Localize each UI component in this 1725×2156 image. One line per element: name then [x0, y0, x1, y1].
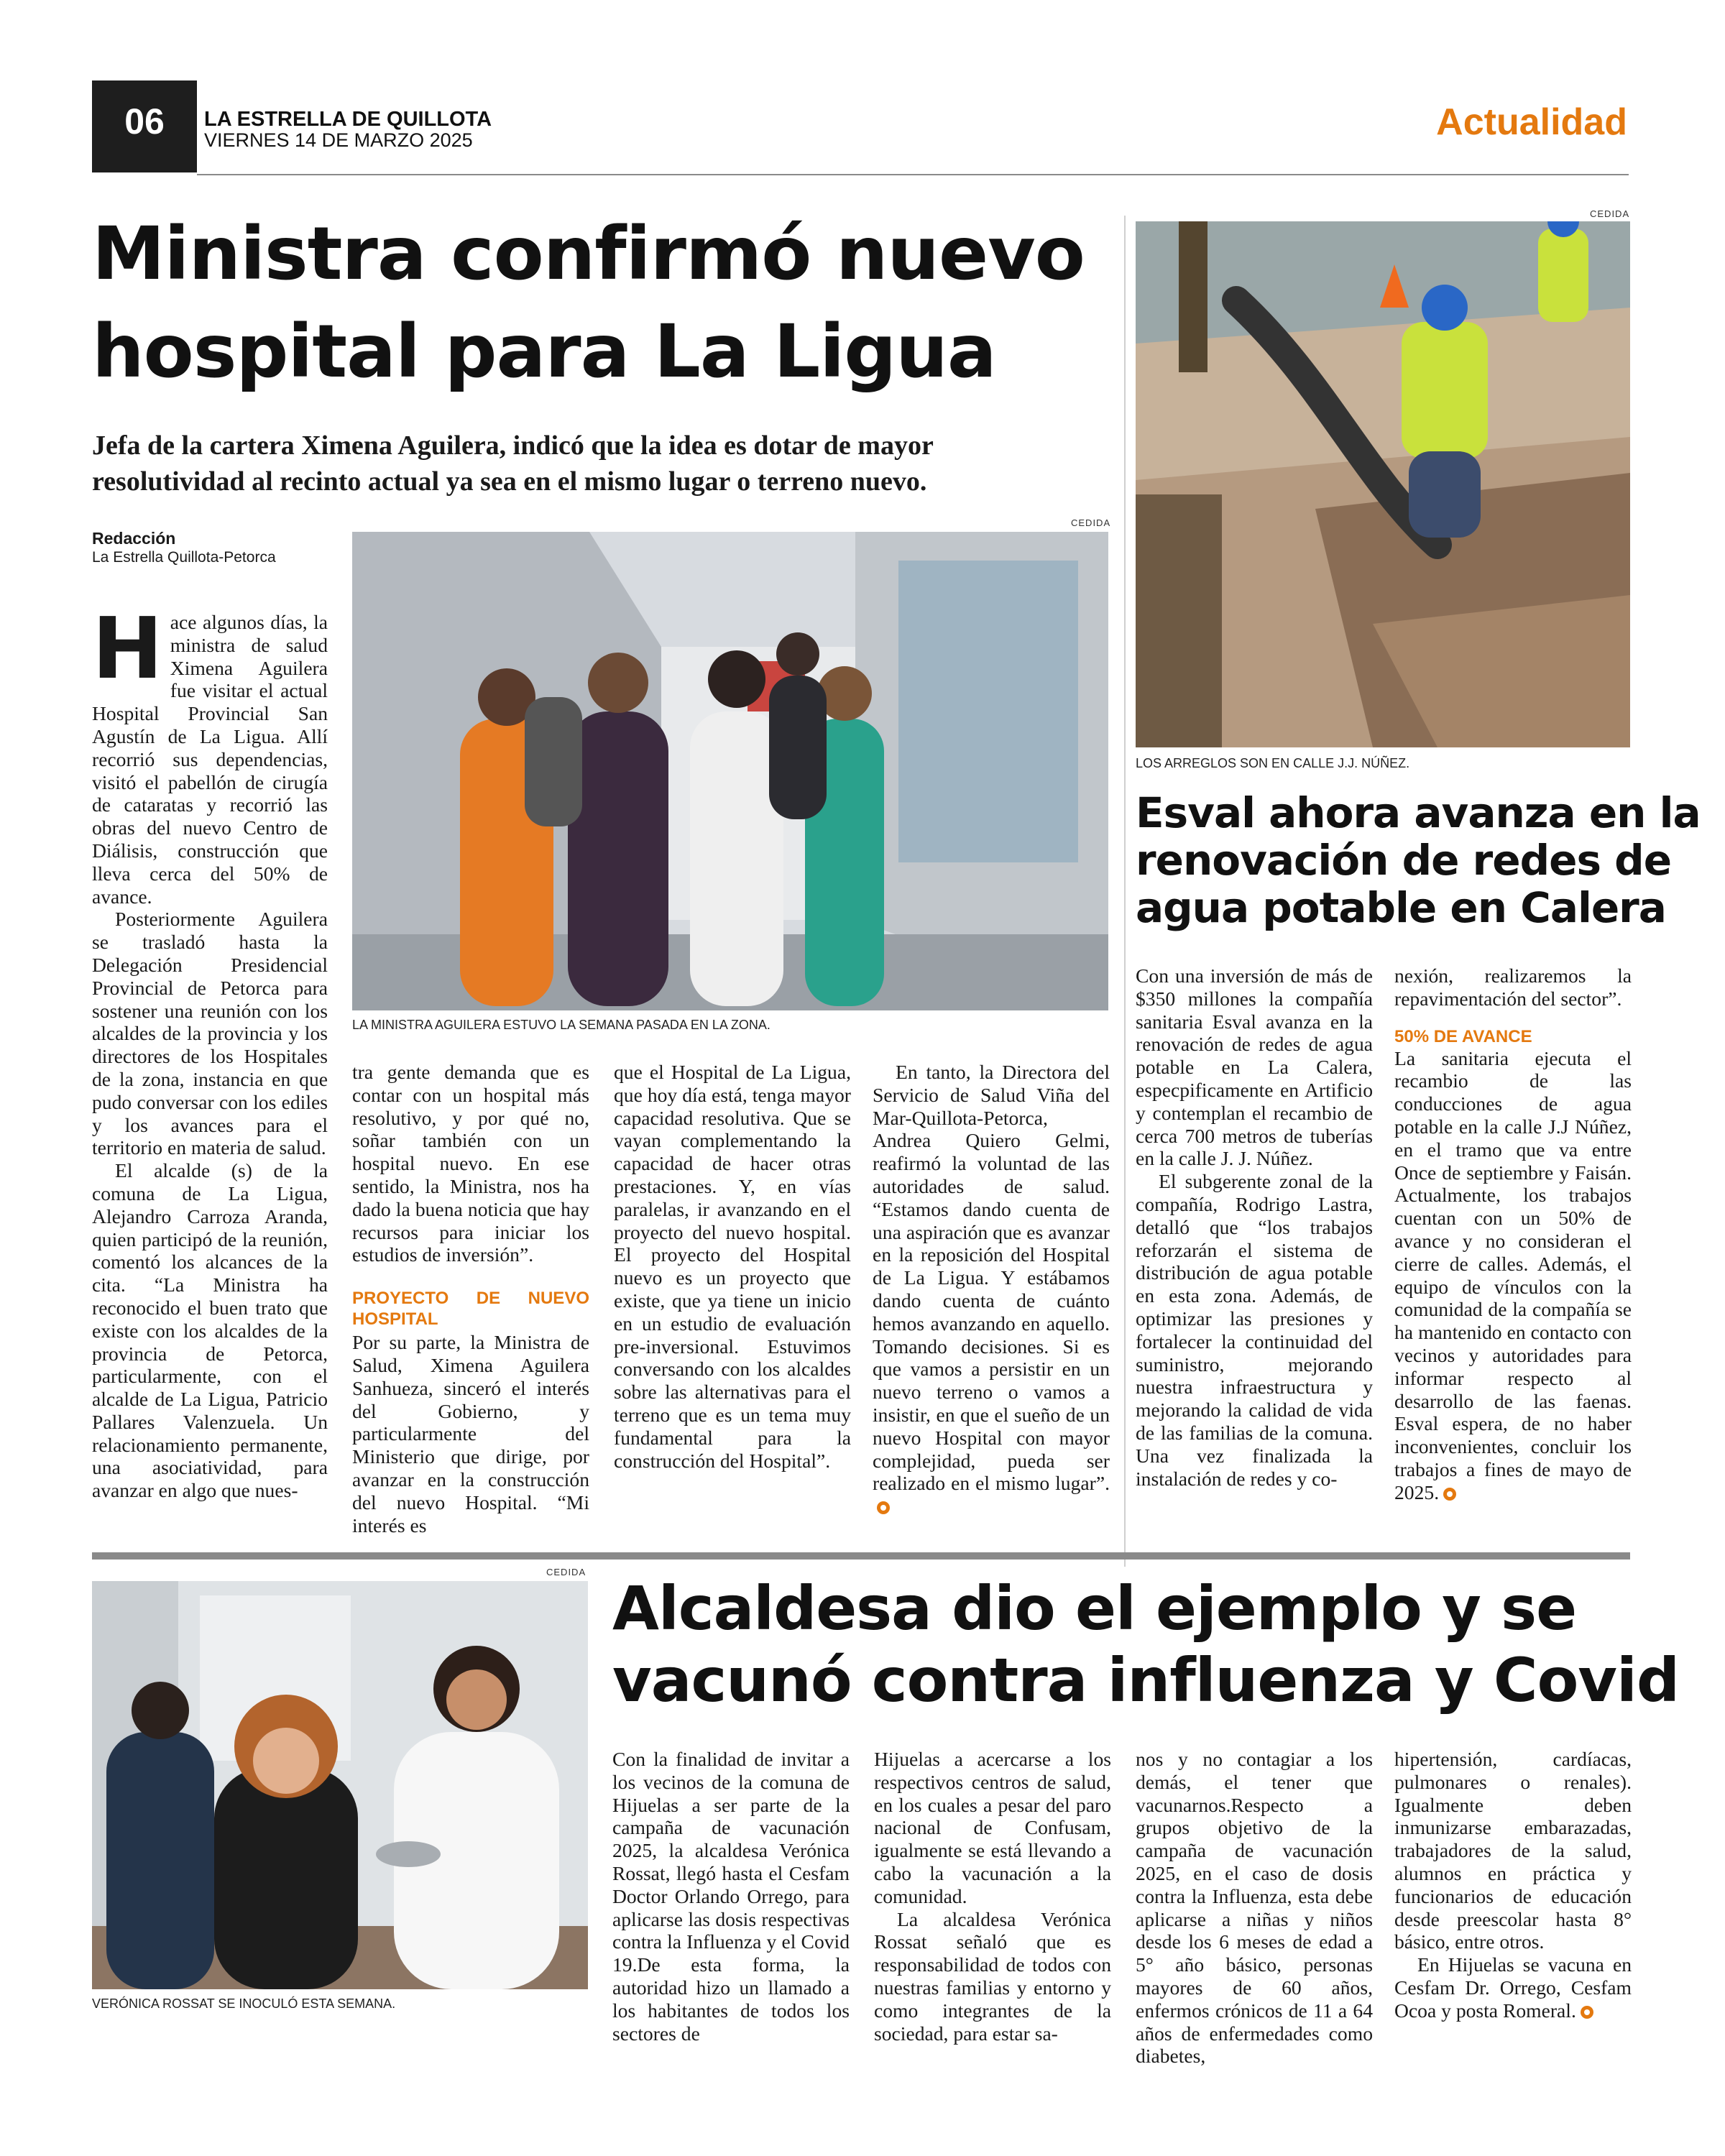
article1-deck-line2: resolutividad al recinto actual ya sea en el mismo lugar o terreno nuevo.	[92, 466, 927, 497]
paragraph-text: La sanitaria ejecuta el recambio de las conducciones de agua potable en la calle J.J Núñez, en el tramo que va entre Once de septiembre y Faisán. Actualmente, los trabajos cuentan con un 50% de avance y no consideran el cierre de calles. Además, el equipo de vínculos con la comunidad de la compañía se ha mantenido en contacto con vecinos y autoridades para informar respecto al desarrollo de las faenas. Esval espera, de no haber inconvenientes, concluir los trabajos a fines de mayo de 2025.	[1394, 1046, 1632, 1503]
article3-column-2	[874, 1748, 1111, 2045]
paragraph: Con la finalidad de invitar a los vecinos de la comuna de Hijuelas a ser parte de la campaña de vacunación 2025, la alcaldesa Verónica Rossat, llegó hasta el Cesfam Doctor Orlando Orrego, para aplicarse las dosis respectivas contra la Influenza y el Covid 19.De esta forma, la autoridad hizo un llamado a los habitantes de todos los sectores de	[612, 1748, 850, 2045]
article2-photo	[1136, 221, 1630, 747]
paragraph: ace algunos días, la ministra de salud Ximena Aguilera fue visitar el actual Hospital Provincial San Agustín de La Ligua. Allí recorrió sus dependencias, visitó el pabellón de cirugía de cataratas y recorrió las obras del nuevo Centro de Diálisis, construcción que lleva cerca del 50% de avance.	[92, 611, 328, 908]
article3-column-3	[1136, 1748, 1373, 2068]
newspaper-name: LA ESTRELLA DE QUILLOTA	[204, 108, 492, 131]
article1-photo	[352, 532, 1108, 1010]
article1-column-3	[614, 1061, 851, 1472]
article2-photo-credit: CEDIDA	[1590, 208, 1630, 219]
paragraph: tra gente demanda que es contar con un hospital más resolutivo, y por qué no, soñar también con un hospital nuevo. En ese sentido, la Ministra, nos ha dado la buena noticia que hay recursos para iniciar los estudios de inversión”.	[352, 1061, 589, 1266]
article3-headline-line2: vacunó contra influenza y Covid	[612, 1645, 1679, 1715]
paragraph-text: En tanto, la Directora del Servicio de Salud Viña del Mar-Quillota-Petorca, Andrea Quiero Gelmi, reafirmó la voluntad de las autoridades de salud. “Estamos dando cuenta de una aspiración que es avanzar en la reposición del Hospital de La Ligua. Y estábamos dando cuenta de cuánto hemos avanzando en aquello. Tomando decisiones. Si es que vamos a persistir en un nuevo terreno o vamos a insistir, en que el sueño de un nuevo Hospital con mayor complejidad, pueda ser realizado en el mismo lugar”.	[873, 1061, 1110, 1495]
paragraph	[873, 1061, 1110, 1518]
paragraph: Hijuelas a acercarse a los respectivos centros de salud, en los cuales a pesar del paro nacional de Confusam, igualmente se está llevando a cabo la vacunación a la comunidad.	[874, 1748, 1111, 1907]
article1-column-1	[92, 599, 328, 1502]
page-number: 06	[124, 101, 165, 142]
byline-name: Redacción	[92, 529, 176, 548]
paragraph	[1394, 1047, 1632, 1504]
section-label: Actualidad	[1436, 101, 1627, 143]
paragraph: hipertensión, cardíacas, pulmonares o renales). Igualmente deben inmunizarse embarazadas, trabajadores de la salud, alumnos en práctica y funcionarios de educación desde preescolar hasta 8° básico, entre otros.	[1394, 1748, 1632, 1953]
article1-deck-line1: Jefa de la cartera Ximena Aguilera, indicó que la idea es dotar de mayor	[92, 430, 934, 461]
article1-subhead: PROYECTO DE NUEVO HOSPITAL	[352, 1289, 589, 1330]
article3-photo	[92, 1581, 588, 1989]
article3-column-4	[1394, 1748, 1632, 2022]
article3-photo-caption: VERÓNICA ROSSAT SE INOCULÓ ESTA SEMANA.	[92, 1996, 396, 2011]
column-rule	[1124, 216, 1126, 1567]
pipe-works-image	[1136, 221, 1630, 747]
paragraph	[1394, 1953, 1632, 2022]
article3-headline-line1: Alcaldesa dio el ejemplo y se	[612, 1573, 1577, 1644]
paragraph: nexión, realizaremos la repavimentación del sector”.	[1394, 964, 1632, 1010]
issue-date: VIERNES 14 DE MARZO 2025	[204, 129, 473, 151]
paragraph-text: En Hijuelas se vacuna en Cesfam Dr. Orrego, Cesfam Ocoa y posta Romeral.	[1394, 1953, 1632, 2022]
article2-column-1	[1136, 964, 1373, 1490]
article1-photo-caption: LA MINISTRA AGUILERA ESTUVO LA SEMANA PASADA EN LA ZONA.	[352, 1018, 770, 1032]
end-mark-icon	[877, 1501, 890, 1514]
paragraph: Con una inversión de más de $350 millones la compañía sanitaria Esval avanza en la renovación de redes de agua potable en La Calera, especpificamente en Artificio y contemplan el recambio de cerca 700 metros de tuberías en la calle J. J. Núñez.	[1136, 964, 1373, 1170]
article1-headline-line2: hospital para La Ligua	[92, 309, 996, 395]
vaccination-image	[92, 1581, 588, 1989]
header-rule	[197, 174, 1629, 175]
drop-cap: H	[92, 599, 163, 698]
paragraph: que el Hospital de La Ligua, que hoy día está, tenga mayor capacidad resolutiva. Que se vayan complementando la capacidad de hacer otras prestaciones. Y, en vías paralelas, ir avanzando en el proyecto del nuevo hospital. El proyecto del Hospital nuevo es un proyecto que existe, que ya tiene un inicio en un estudio de evaluación pre-inversional. Estuvimos conversando con los alcaldes sobre las alternativas para el terreno que es un tema muy fundamental para la construcción del Hospital”.	[614, 1061, 851, 1472]
paragraph: La alcaldesa Verónica Rossat señaló que es responsabilidad de todos con nuestras familias y entorno y como integrantes de la sociedad, para estar sa-	[874, 1907, 1111, 2045]
article2-photo-caption: LOS ARREGLOS SON EN CALLE J.J. NÚÑEZ.	[1136, 756, 1410, 770]
section-divider	[92, 1552, 1630, 1560]
paragraph: El subgerente zonal de la compañía, Rodrigo Lastra, detalló que “los trabajos reforzarán el sistema de distribución de agua potable en esta zona. Además, de optimizar las presiones y fortalecer la continuidad del suministro, mejorando nuestra infraestructura y mejorando la calidad de vida de las familias de la comuna. Una vez finalizada la instalación de redes y co-	[1136, 1170, 1373, 1490]
article3-photo-credit: CEDIDA	[546, 1567, 586, 1577]
article2-headline-line2: renovación de redes de	[1136, 836, 1672, 885]
byline-org: La Estrella Quillota-Petorca	[92, 549, 276, 566]
paragraph: Por su parte, la Ministra de Salud, Ximena Aguilera Sanhueza, sinceró el interés del Gobierno, y particularmente del Ministerio que dirige, por avanzar en la construcción del nuevo Hospital. “Mi interés es	[352, 1331, 589, 1537]
paragraph: Posteriormente Aguilera se trasladó hasta la Delegación Presidencial Provincial de Petorca para sostener una reunión con los alcaldes de la provincia y los directores de los Hospitales de la zona, instancia en que pudo conversar con los ediles y los avances para el territorio en materia de salud.	[92, 908, 328, 1159]
paragraph: nos y no contagiar a los demás, el tener que vacunarnos.Respecto a grupos objetivo de la campaña de vacunación 2025, en el caso de dosis contra la Influenza, esta debe aplicarse a niñas y niños desde los 6 meses de edad a 5° año básico, personas mayores de 60 años, enfermos crónicos de 11 a 64 años de enfermedades como diabetes,	[1136, 1748, 1373, 2068]
end-mark-icon	[1443, 1488, 1456, 1501]
article1-photo-credit: CEDIDA	[1071, 517, 1111, 528]
article1-headline-line1: Ministra confirmó nuevo	[92, 211, 1085, 297]
end-mark-icon	[1581, 2006, 1593, 2019]
hospital-corridor-image	[352, 532, 1108, 1010]
article3-column-1	[612, 1748, 850, 2045]
paragraph: El alcalde (s) de la comuna de La Ligua, Alejandro Carroza Aranda, quien participó de la reunión, comentó los alcances de la cita. “La Ministra ha reconocido el buen trato que existe con los alcaldes de la provincia de Petorca, particularmente, con el alcalde de La Ligua, Patricio Pallares Valenzuela. Un relacionamiento permanente, una asociatividad, para avanzar en algo que nues-	[92, 1159, 328, 1502]
article2-headline-line3: agua potable en Calera	[1136, 883, 1666, 932]
article2-subhead: 50% DE AVANCE	[1394, 1026, 1532, 1046]
article1-column-4	[873, 1061, 1110, 1518]
article2-column-2	[1394, 964, 1632, 1504]
article1-column-2	[352, 1061, 589, 1537]
article2-headline-line1: Esval ahora avanza en la	[1136, 788, 1701, 837]
